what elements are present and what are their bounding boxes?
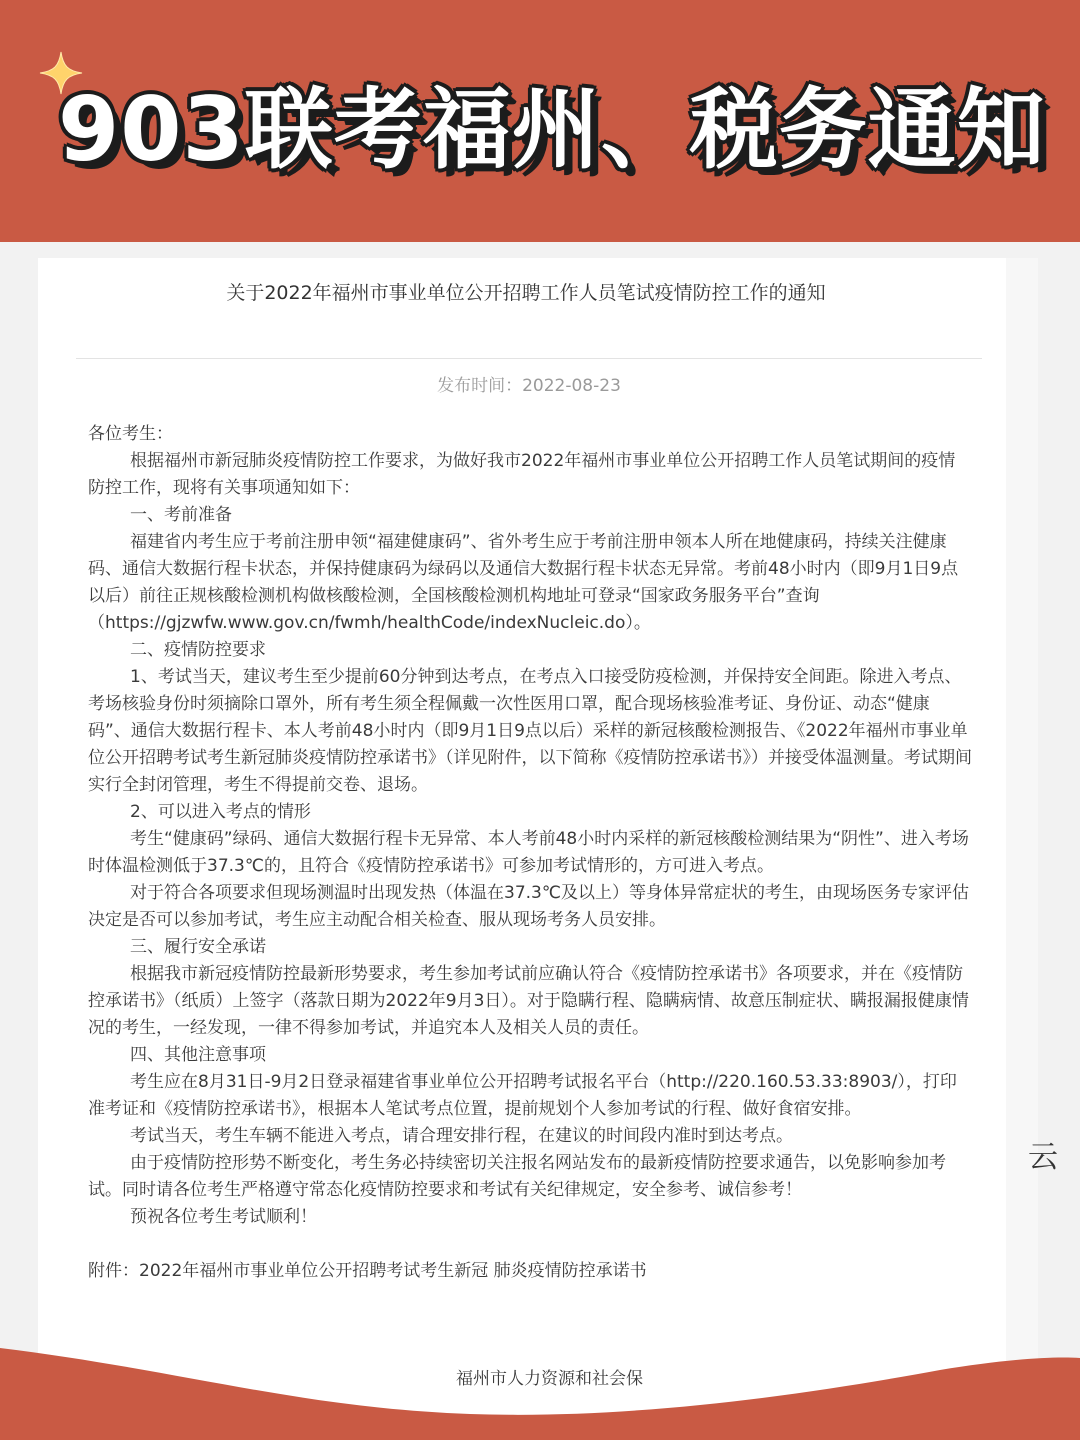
cropped-edge-text: 云	[1028, 1140, 1058, 1175]
paragraph-print-ticket: 考生应在8月31日-9月2日登录福建省事业单位公开招聘考试报名平台（http://220.160.53.33:8903/），打印准考证和《疫情防控承诺书》，根据本人笔试考点位置，提前规划个人参加考试的行程、做好食宿安排。	[88, 1072, 957, 1119]
greeting: 各位考生：	[88, 424, 173, 444]
right-gutter	[1006, 258, 1038, 1440]
issuer-signature: 福州市人力资源和社会保	[456, 1369, 643, 1389]
title-divider	[76, 358, 982, 359]
paragraph-exam-day: 1、考试当天，建议考生至少提前60分钟到达考点，在考点入口接受防疫检测，并保持安全间距。除进入考点、考场核验身份时须摘除口罩外，所有考生须全程佩戴一次性医用口罩，配合现场核验准考证、身份证、动态“健康码”、通信大数据行程卡、本人考前48小时内（即9月1日9点以后）采样的新冠核酸检测报告、《2022年福州市事业单位公开招聘考试考生新冠肺炎疫情防控承诺书》（详见附件，以下简称《疫情防控承诺书》）并接受体温测量。考试期间实行全封闭管理，考生不得提前交卷、退场。	[88, 667, 972, 795]
subheading-entry-conditions: 2、可以进入考点的情形	[130, 802, 311, 822]
paragraph-commitment: 根据我市新冠疫情防控最新形势要求，考生参加考试前应确认符合《疫情防控承诺书》各项要求，并在《疫情防控承诺书》（纸质）上签字（落款日期为2022年9月3日）。对于隐瞒行程、隐瞒病情、故意压制症状、瞒报漏报健康情况的考生，一经发现，一律不得参加考试，并追究本人及相关人员的责任。	[88, 964, 969, 1038]
paragraph-good-luck: 预祝各位考生考试顺利！	[130, 1207, 317, 1227]
paragraph-vehicles: 考试当天，考生车辆不能进入考点，请合理安排行程，在建议的时间段内准时到达考点。	[130, 1126, 793, 1146]
section-heading-2: 二、疫情防控要求	[130, 640, 266, 660]
publish-date: 发布时间：2022-08-23	[437, 376, 621, 396]
header-banner	[0, 0, 1080, 242]
section-heading-1: 一、考前准备	[130, 505, 232, 525]
attachment-line: 附件：2022年福州市事业单位公开招聘考试考生新冠 肺炎疫情防控承诺书	[88, 1261, 647, 1281]
paragraph-follow-updates: 由于疫情防控形势不断变化，考生务必持续密切关注报名网站发布的最新疫情防控要求通告，以免影响参加考试。同时请各位考生严格遵守常态化疫情防控要求和考试有关纪律规定，安全参考、诚信参考！	[88, 1153, 946, 1200]
paragraph-intro: 根据福州市新冠肺炎疫情防控工作要求，为做好我市2022年福州市事业单位公开招聘工作人员笔试期间的疫情防控工作，现将有关事项通知如下：	[88, 451, 956, 498]
notice-body	[88, 421, 972, 1285]
banner-title: 903联考福州、税务通知	[58, 78, 1046, 181]
section-heading-3: 三、履行安全承诺	[130, 937, 266, 957]
paragraph-preparation: 福建省内考生应于考前注册申领“福建健康码”、省外考生应于考前注册申领本人所在地健康码，持续关注健康码、通信大数据行程卡状态，并保持健康码为绿码以及通信大数据行程卡状态无异常。考前48小时内（即9月1日9点以后）前往正规核酸检测机构做核酸检测，全国核酸检测机构地址可登录“国家政务服务平台”查询（https://gjzwfw.www.gov.cn/fwmh/healthCode/indexNucleic.do）。	[88, 532, 959, 633]
bottom-wave-decoration	[0, 1330, 1080, 1440]
paragraph-entry-conditions: 考生“健康码”绿码、通信大数据行程卡无异常、本人考前48小时内采样的新冠核酸检测结果为“阴性”、进入考场时体温检测低于37.3℃的，且符合《疫情防控承诺书》可参加考试情形的，方可进入考点。	[88, 829, 969, 876]
paragraph-fever: 对于符合各项要求但现场测温时出现发热（体温在37.3℃及以上）等身体异常症状的考生，由现场医务专家评估决定是否可以参加考试，考生应主动配合相关检查、服从现场考务人员安排。	[88, 883, 969, 930]
section-heading-4: 四、其他注意事项	[130, 1045, 266, 1065]
document-title: 关于2022年福州市事业单位公开招聘工作人员笔试疫情防控工作的通知	[226, 282, 826, 304]
spacer	[88, 1231, 972, 1258]
